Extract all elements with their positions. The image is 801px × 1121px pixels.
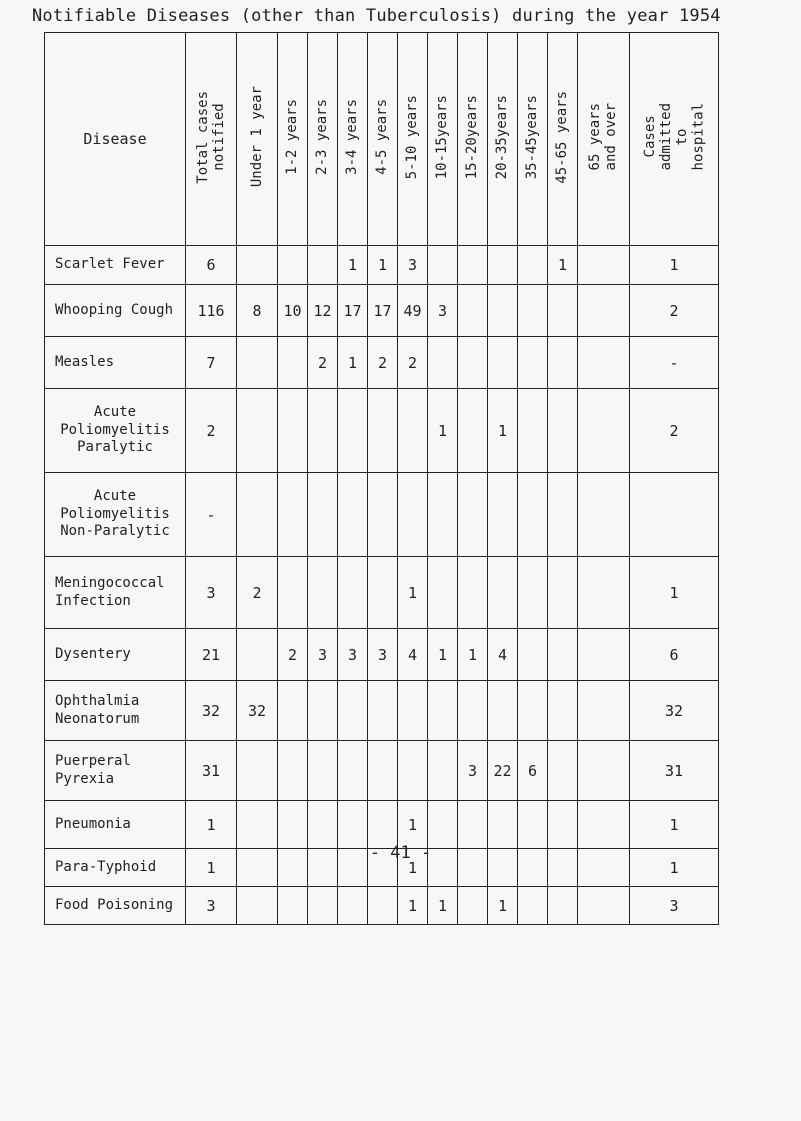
column-header: 10-15years xyxy=(428,33,458,246)
column-header: 35-45years xyxy=(518,33,548,246)
table-cell: 17 xyxy=(338,285,368,337)
table-cell: 3 xyxy=(368,629,398,681)
table-cell xyxy=(488,473,518,557)
table-cell xyxy=(548,285,578,337)
table-cell xyxy=(278,557,308,629)
column-header: 4-5 years xyxy=(368,33,398,246)
table-cell xyxy=(548,557,578,629)
table-cell xyxy=(458,801,488,849)
table-cell xyxy=(578,801,630,849)
table-cell: - xyxy=(630,337,719,389)
column-header: 20-35years xyxy=(488,33,518,246)
page-number: - 41 - xyxy=(369,843,432,863)
table-cell: 1 xyxy=(458,629,488,681)
table-cell xyxy=(338,741,368,801)
header-row xyxy=(45,33,719,246)
table-cell xyxy=(578,681,630,741)
column-header: 45-65 years xyxy=(548,33,578,246)
table-cell: 1 xyxy=(488,389,518,473)
table-cell xyxy=(518,801,548,849)
table-cell: 17 xyxy=(368,285,398,337)
disease-name: Acute Poliomyelitis Non-Paralytic xyxy=(45,473,186,557)
table-cell: 10 xyxy=(278,285,308,337)
table-cell xyxy=(518,681,548,741)
table-cell: 1 xyxy=(630,557,719,629)
table-row xyxy=(45,337,719,389)
table-cell xyxy=(237,337,278,389)
table-cell xyxy=(368,389,398,473)
disease-name: Whooping Cough xyxy=(45,285,186,337)
table-cell: 31 xyxy=(630,741,719,801)
table-row xyxy=(45,741,719,801)
table-cell xyxy=(578,557,630,629)
table-cell: 3 xyxy=(186,557,237,629)
table-cell xyxy=(428,246,458,285)
table-row xyxy=(45,473,719,557)
table-cell: 22 xyxy=(488,741,518,801)
table-cell xyxy=(338,389,368,473)
table-cell xyxy=(548,337,578,389)
table-cell: 32 xyxy=(630,681,719,741)
table-cell: 1 xyxy=(428,389,458,473)
table-cell xyxy=(630,473,719,557)
table-cell xyxy=(237,246,278,285)
table-cell: - xyxy=(186,473,237,557)
disease-name: Food Poisoning xyxy=(45,887,186,925)
table-cell xyxy=(338,473,368,557)
table-cell: 3 xyxy=(338,629,368,681)
disease-name: Dysentery xyxy=(45,629,186,681)
table-row xyxy=(45,801,719,849)
table-row xyxy=(45,389,719,473)
table-cell xyxy=(308,741,338,801)
table-cell xyxy=(548,741,578,801)
table-cell xyxy=(548,629,578,681)
table-cell xyxy=(237,389,278,473)
table-cell: 2 xyxy=(398,337,428,389)
table-cell xyxy=(398,681,428,741)
table-cell xyxy=(398,389,428,473)
table-cell xyxy=(278,681,308,741)
table-cell: 32 xyxy=(186,681,237,741)
table-cell xyxy=(278,741,308,801)
table-cell xyxy=(428,473,458,557)
table-cell xyxy=(518,337,548,389)
table-cell xyxy=(338,557,368,629)
table-cell: 1 xyxy=(368,246,398,285)
table-cell xyxy=(488,246,518,285)
table-cell: 3 xyxy=(308,629,338,681)
table-cell xyxy=(278,801,308,849)
table-cell: 12 xyxy=(308,285,338,337)
table-cell xyxy=(488,681,518,741)
table-cell xyxy=(398,473,428,557)
table-cell xyxy=(458,389,488,473)
table-cell: 4 xyxy=(398,629,428,681)
table-cell xyxy=(458,681,488,741)
column-header: 65 years and over xyxy=(578,33,630,246)
table-cell: 1 xyxy=(338,246,368,285)
table-cell xyxy=(338,681,368,741)
table-cell xyxy=(548,389,578,473)
table-cell xyxy=(578,887,630,925)
disease-name: Scarlet Fever xyxy=(45,246,186,285)
table-row xyxy=(45,557,719,629)
table-cell xyxy=(578,337,630,389)
table-cell xyxy=(458,246,488,285)
column-header: 15-20years xyxy=(458,33,488,246)
table-cell: 1 xyxy=(428,887,458,925)
table-cell: 1 xyxy=(548,246,578,285)
table-cell xyxy=(278,887,308,925)
table-cell xyxy=(308,887,338,925)
table-cell xyxy=(578,741,630,801)
table-cell: 1 xyxy=(398,801,428,849)
table-cell: 2 xyxy=(186,389,237,473)
table-cell xyxy=(518,389,548,473)
page-title: Notifiable Diseases (other than Tuberculosis) during the year 1954 xyxy=(32,6,721,26)
table-cell: 2 xyxy=(630,285,719,337)
table-cell xyxy=(278,246,308,285)
table-cell: 3 xyxy=(398,246,428,285)
table-cell: 2 xyxy=(278,629,308,681)
table-row xyxy=(45,246,719,285)
table-cell xyxy=(398,741,428,801)
table-cell: 116 xyxy=(186,285,237,337)
table-cell: 32 xyxy=(237,681,278,741)
table-cell xyxy=(338,887,368,925)
table-cell xyxy=(578,285,630,337)
table-cell xyxy=(368,681,398,741)
table-cell: 31 xyxy=(186,741,237,801)
table-cell xyxy=(458,887,488,925)
table-cell: 3 xyxy=(630,887,719,925)
table-cell: 6 xyxy=(630,629,719,681)
column-header: Total cases notified xyxy=(186,33,237,246)
table-cell: 1 xyxy=(398,887,428,925)
table-cell xyxy=(278,473,308,557)
table-cell xyxy=(458,337,488,389)
table-cell xyxy=(308,557,338,629)
table-cell: 21 xyxy=(186,629,237,681)
disease-name: Para-Typhoid xyxy=(45,849,186,887)
table-cell xyxy=(548,801,578,849)
table-row xyxy=(45,285,719,337)
table-cell: 1 xyxy=(428,629,458,681)
column-header: Cases admitted to hospital xyxy=(630,33,719,246)
table-cell xyxy=(308,246,338,285)
table-cell: 1 xyxy=(488,887,518,925)
table-cell xyxy=(428,741,458,801)
table-cell: 2 xyxy=(308,337,338,389)
table-cell xyxy=(368,741,398,801)
table-cell xyxy=(368,887,398,925)
table-cell xyxy=(368,557,398,629)
table-cell xyxy=(548,681,578,741)
table-cell: 3 xyxy=(458,741,488,801)
column-header-disease: Disease xyxy=(45,33,186,246)
table-cell xyxy=(308,389,338,473)
table-cell xyxy=(368,801,398,849)
table-cell xyxy=(428,801,458,849)
table-row xyxy=(45,681,719,741)
table-cell: 1 xyxy=(186,849,237,887)
table-cell: 49 xyxy=(398,285,428,337)
table-cell xyxy=(578,473,630,557)
table-cell xyxy=(338,801,368,849)
disease-name: Puerperal Pyrexia xyxy=(45,741,186,801)
table-cell xyxy=(428,557,458,629)
table-cell xyxy=(578,629,630,681)
table-cell xyxy=(278,389,308,473)
table-cell: 1 xyxy=(630,801,719,849)
table-cell xyxy=(488,285,518,337)
table-cell: 1 xyxy=(186,801,237,849)
table-cell xyxy=(518,887,548,925)
disease-name: Measles xyxy=(45,337,186,389)
table-cell xyxy=(368,473,398,557)
table-cell xyxy=(308,473,338,557)
table-cell xyxy=(458,473,488,557)
table-cell xyxy=(488,557,518,629)
table-cell xyxy=(488,801,518,849)
table-cell xyxy=(237,801,278,849)
table-cell: 3 xyxy=(428,285,458,337)
column-header: 2-3 years xyxy=(308,33,338,246)
table-cell xyxy=(548,473,578,557)
table-cell: 3 xyxy=(186,887,237,925)
disease-name: Pneumonia xyxy=(45,801,186,849)
table-cell: 1 xyxy=(630,849,719,887)
table-cell: 7 xyxy=(186,337,237,389)
table-cell xyxy=(308,801,338,849)
table-cell: 1 xyxy=(398,557,428,629)
table-cell xyxy=(488,337,518,389)
disease-name: Acute Poliomyelitis Paralytic xyxy=(45,389,186,473)
table-cell xyxy=(518,629,548,681)
table-cell xyxy=(578,246,630,285)
diseases-table xyxy=(44,32,719,925)
column-header: 5-10 years xyxy=(398,33,428,246)
table-cell xyxy=(458,285,488,337)
table-cell: 6 xyxy=(186,246,237,285)
table-cell: 1 xyxy=(338,337,368,389)
table-cell xyxy=(308,681,338,741)
table-cell xyxy=(428,337,458,389)
table-cell xyxy=(237,741,278,801)
table-cell xyxy=(548,887,578,925)
table-cell: 2 xyxy=(237,557,278,629)
table-cell xyxy=(518,246,548,285)
table-cell xyxy=(518,473,548,557)
table-cell xyxy=(578,389,630,473)
table-cell xyxy=(458,557,488,629)
table-cell: 8 xyxy=(237,285,278,337)
table-cell xyxy=(518,557,548,629)
table-cell xyxy=(237,629,278,681)
disease-name: Meningococcal Infection xyxy=(45,557,186,629)
table-cell xyxy=(237,473,278,557)
table-cell xyxy=(237,887,278,925)
table-cell: 2 xyxy=(630,389,719,473)
column-header: 3-4 years xyxy=(338,33,368,246)
table-cell xyxy=(518,285,548,337)
table-row xyxy=(45,629,719,681)
table-cell xyxy=(278,337,308,389)
column-header: Under 1 year xyxy=(237,33,278,246)
table-cell: 6 xyxy=(518,741,548,801)
disease-name: Ophthalmia Neonatorum xyxy=(45,681,186,741)
table-cell: 1 xyxy=(398,849,428,887)
table-cell: 4 xyxy=(488,629,518,681)
table-cell xyxy=(428,681,458,741)
table-row xyxy=(45,887,719,925)
column-header: 1-2 years xyxy=(278,33,308,246)
table-cell: 2 xyxy=(368,337,398,389)
table-cell: 1 xyxy=(630,246,719,285)
